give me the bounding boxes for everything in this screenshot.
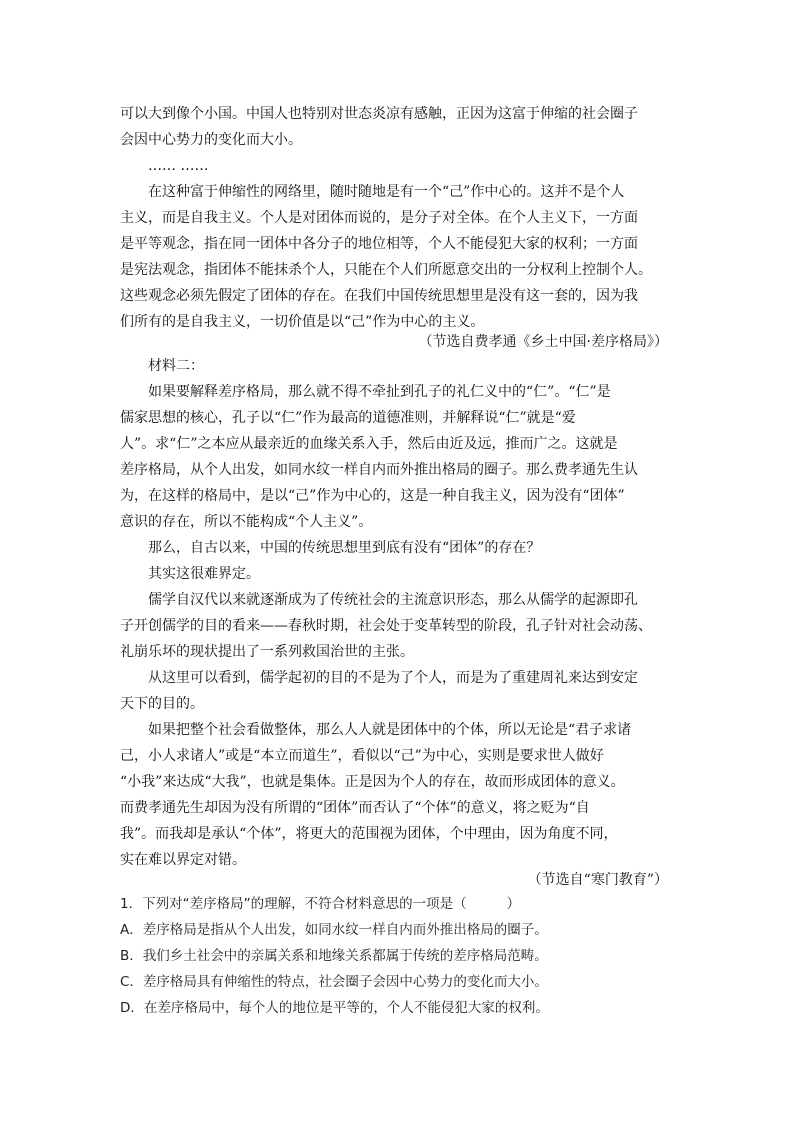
question-stem <box>120 894 520 914</box>
option-c: C．差序格局具有伸缩性的特点，社会圈子会因中心势力的变化而大小。 <box>120 974 548 990</box>
passage-line: 这些观念必须先假定了团体的存在。在我们中国传统思想里是没有这一套的，因为我 <box>120 288 638 304</box>
passage-line: 天下的目的。 <box>120 696 204 712</box>
passage-line: 从这里可以看到，儒学起初的目的不是为了个人，而是为了重建周礼来达到安定 <box>148 670 638 686</box>
passage-line: 在这种富于伸缩性的网络里，随时随地是有一个“己”作中心的。这并不是个人 <box>148 184 625 200</box>
passage-line: 差序格局，从个人出发，如同水纹一样自内而外推出格局的圈子。那么费孝通先生认 <box>120 462 638 478</box>
passage-line: 实在难以界定对错。 <box>120 852 246 868</box>
passage-line: 主义，而是自我主义。个人是对团体而说的，是分子对全体。在个人主义下，一方面 <box>120 210 638 226</box>
passage-line: 是宪法观念，指团体不能抹杀个人，只能在个人们所愿意交出的一分权利上控制个人。 <box>120 262 652 278</box>
passage-line: “小我”来达成“大我”，也就是集体。正是因为个人的存在，故而形成团体的意义。 <box>120 774 625 790</box>
passage-line: 其实这很难界定。 <box>148 566 260 582</box>
passage-line: 而费孝通先生却因为没有所谓的“团体”而否认了“个体”的意义，将之贬为“自 <box>120 800 590 816</box>
passage-line: 我”。而我却是承认“个体”，将更大的范围视为团体，个中理由，因为角度不同， <box>120 826 618 842</box>
passage-line: 儒家思想的核心，孔子以“仁”作为最高的道德准则，并解释说“仁”就是“爱 <box>120 410 576 426</box>
option-a: A．差序格局是指从个人出发，如同水纹一样自内而外推出格局的圈子。 <box>120 922 548 938</box>
material-label: 材料二： <box>148 358 204 374</box>
option-d: D．在差序格局中，每个人的地位是平等的，个人不能侵犯大家的权利。 <box>120 1000 549 1016</box>
passage-line: 人”。求“仁”之本应从最亲近的血缘关系入手，然后由近及远，推而广之。这就是 <box>120 436 618 452</box>
passage-line: 为，在这样的格局中，是以“己”作为中心的，这是一种自我主义，因为没有“团体” <box>120 488 625 504</box>
question-stem-text: 1．下列对“差序格局”的理解，不符合材料意思的一项是（ <box>120 896 467 912</box>
ellipsis: …… …… <box>148 158 209 174</box>
passage-line: 己，小人求诸人”或是“本立而道生”，看似以“己”为中心，实则是要求世人做好 <box>120 748 604 764</box>
source-citation: （节选自费孝通《乡土中国·差序格局》） <box>418 334 668 350</box>
option-b: B．我们乡土社会中的亲属关系和地缘关系都属于传统的差序格局范畴。 <box>120 948 548 964</box>
source-citation: （节选自“寒门教育”） <box>527 872 668 888</box>
passage-line: 如果要解释差序格局，那么就不得不牵扯到孔子的礼仁义中的“仁”。“仁”是 <box>148 384 611 400</box>
passage-line: 是平等观念，指在同一团体中各分子的地位相等，个人不能侵犯大家的权利；一方面 <box>120 236 638 252</box>
passage-line: 会因中心势力的变化而大小。 <box>120 132 302 148</box>
passage-line: 可以大到像个小国。中国人也特别对世态炎凉有感触，正因为这富于伸缩的社会圈子 <box>120 106 638 122</box>
question-stem-close: ） <box>506 896 521 912</box>
passage-line: 子开创儒学的目的看来——春秋时期，社会处于变革转型的阶段，孔子针对社会动荡、 <box>120 618 652 634</box>
passage-line: 们所有的是自我主义，一切价值是以“己”作为中心的主义。 <box>120 314 485 330</box>
passage-line: 礼崩乐坏的现状提出了一系列救国治世的主张。 <box>120 644 414 660</box>
passage-line: 儒学自汉代以来就逐渐成为了传统社会的主流意识形态，那么从儒学的起源即孔 <box>148 592 638 608</box>
passage-line: 那么，自古以来，中国的传统思想里到底有没有“团体”的存在？ <box>148 540 541 556</box>
passage-line: 意识的存在，所以不能构成“个人主义”。 <box>120 514 373 530</box>
passage-line: 如果把整个社会看做整体，那么人人就是团体中的个体，所以无论是“君子求诸 <box>148 722 632 738</box>
